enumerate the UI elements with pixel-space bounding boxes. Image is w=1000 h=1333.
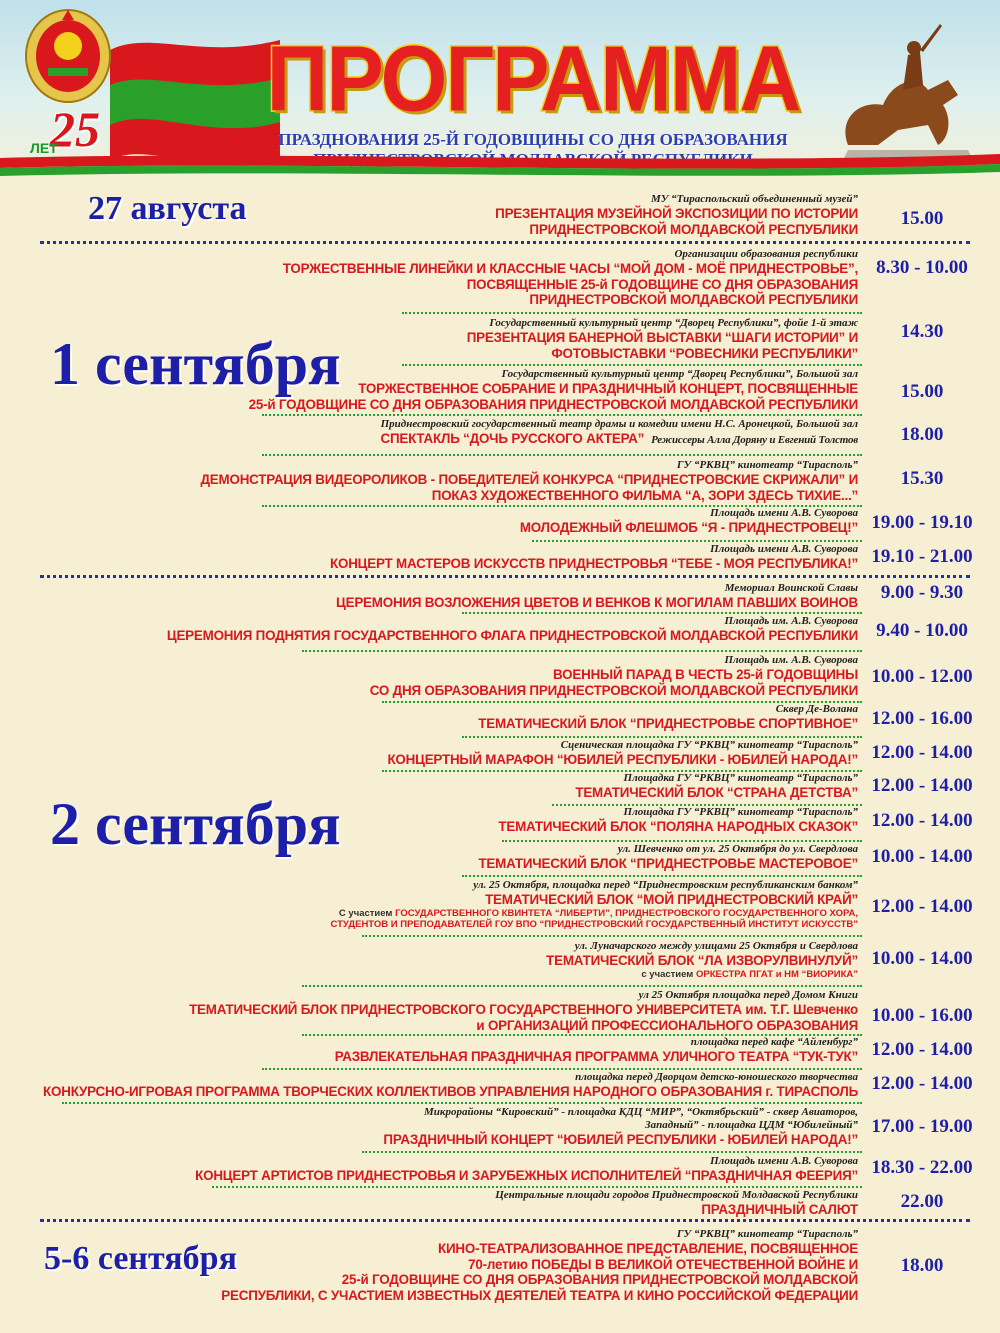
event-title: КОНЦЕРТНЫЙ МАРАФОН “ЮБИЛЕЙ РЕСПУБЛИКИ - ЮБИЛЕЙ НАРОДА!” — [387, 752, 858, 767]
event-title: ВОЕННЫЙ ПАРАД В ЧЕСТЬ 25-й ГОДОВЩИНЫ — [553, 667, 858, 682]
event-title: ПРИДНЕСТРОВСКОЙ МОЛДАВСКОЙ РЕСПУБЛИКИ — [529, 221, 858, 237]
subtitle-line: ПРАЗДНОВАНИЯ 25-Й ГОДОВЩИНЫ СО ДНЯ ОБРАЗОВАНИЯ — [278, 130, 788, 149]
event-title: ТЕМАТИЧЕСКИЙ БЛОК “СТРАНА ДЕТСТВА” — [575, 785, 858, 800]
event-separator — [402, 364, 862, 366]
header-banner — [0, 0, 1000, 178]
event-note — [546, 969, 858, 981]
event-time: 12.00 - 14.00 — [871, 896, 973, 917]
event-title-text: СПЕКТАКЛЬ “ДОЧЬ РУССКОГО АКТЕРА” — [380, 431, 645, 446]
event-title: РАЗВЛЕКАТЕЛЬНАЯ ПРАЗДНИЧНАЯ ПРОГРАММА УЛИЧНОГО ТЕАТРА “ТУК-ТУК” — [334, 1049, 858, 1064]
event-title: ТЕМАТИЧЕСКИЙ БЛОК “ПОЛЯНА НАРОДНЫХ СКАЗОК” — [498, 819, 858, 834]
day-separator — [40, 575, 970, 578]
event-title: КОНКУРСНО-ИГРОВАЯ ПРОГРАММА ТВОРЧЕСКИХ КОЛЛЕКТИВОВ УПРАВЛЕНИЯ НАРОДНОГО ОБРАЗОВАНИЯ г. ТИРАСПОЛЬ — [43, 1084, 858, 1099]
event-separator — [212, 1186, 862, 1188]
event-note — [330, 908, 858, 920]
event-venue: Центральные площади городов Приднестровской Молдавской Республики — [495, 1189, 858, 1201]
event-item — [336, 582, 858, 611]
event-venue: Сценическая площадка ГУ “РКВЦ” кинотеатр “Тирасполь” — [560, 739, 858, 751]
event-venue: Организации образования республики — [674, 248, 858, 260]
event-venue: ул. 25 Октября, площадка перед “Приднестровским республиканским банком” — [473, 879, 858, 891]
event-time: 19.00 - 19.10 — [871, 512, 973, 533]
event-time: 12.00 - 14.00 — [871, 810, 973, 831]
event-title: ТОРЖЕСТВЕННОЕ СОБРАНИЕ И ПРАЗДНИЧНЫЙ КОНЦЕРТ, ПОСВЯЩЕННЫЕ — [358, 381, 858, 396]
day-label-sep5-6: 5-6 сентября — [44, 1240, 237, 1277]
event-item — [380, 418, 858, 447]
event-item — [221, 1228, 858, 1303]
event-item — [195, 1155, 858, 1184]
event-title: ТЕМАТИЧЕСКИЙ БЛОК “ПРИДНЕСТРОВЬЕ СПОРТИВНОЕ” — [478, 716, 858, 731]
event-time: 12.00 - 14.00 — [871, 1073, 973, 1094]
event-item — [370, 654, 858, 698]
event-title: ТЕМАТИЧЕСКИЙ БЛОК “ПРИДНЕСТРОВЬЕ МАСТЕРОВОЕ” — [478, 856, 858, 871]
event-item — [383, 1106, 858, 1148]
event-venue: Площадка ГУ “РКВЦ” кинотеатр “Тирасполь” — [623, 772, 858, 784]
event-venue: Площадь им. А.В. Суворова — [724, 654, 858, 666]
event-separator — [262, 1068, 862, 1070]
event-item — [467, 317, 858, 361]
event-venue: Государственный культурный центр “Дворец Республики”, Большой зал — [501, 368, 858, 380]
event-title: 25-й ГОДОВЩИНЕ СО ДНЯ ОБРАЗОВАНИЯ ПРИДНЕСТРОВСКОЙ МОЛДАВСКОЙ РЕСПУБЛИКИ — [248, 396, 858, 412]
event-item — [330, 879, 858, 931]
event-time: 10.00 - 12.00 — [871, 666, 973, 687]
event-venue: ул. Шевченко от ул. 25 Октября до ул. Свердлова — [617, 843, 858, 855]
day-separator — [40, 241, 970, 244]
day-separator — [40, 1219, 970, 1222]
event-title: КОНЦЕРТ МАСТЕРОВ ИСКУССТВ ПРИДНЕСТРОВЬЯ “ТЕБЕ - МОЯ РЕСПУБЛИКА!” — [330, 556, 858, 571]
event-title: МОЛОДЕЖНЫЙ ФЛЕШМОБ “Я - ПРИДНЕСТРОВЕЦ!” — [519, 520, 858, 535]
event-item — [200, 459, 858, 503]
note-text: ГОСУДАРСТВЕННОГО КВИНТЕТА “ЛИБЕРТИ”, ПРИДНЕСТРОВСКОГО ГОСУДАРСТВЕННОГО ХОРА, — [395, 907, 858, 919]
event-venue: ул 25 Октября площадка перед Домом Книги — [638, 989, 858, 1001]
event-time: 18.30 - 22.00 — [871, 1157, 973, 1178]
event-title — [380, 431, 858, 447]
event-time: 10.00 - 14.00 — [871, 948, 973, 969]
event-title: ТОРЖЕСТВЕННЫЕ ЛИНЕЙКИ И КЛАССНЫЕ ЧАСЫ “МОЙ ДОМ - МОЁ ПРИДНЕСТРОВЬЕ”, — [282, 261, 858, 276]
event-time: 15.30 — [900, 468, 944, 489]
event-venue: Приднестровский государственный театр драмы и комедии имени Н.С. Аронецкой, Большой зал — [380, 418, 858, 430]
event-separator — [532, 540, 862, 542]
event-venue: ГУ “РКВЦ” кинотеатр “Тирасполь” — [676, 1228, 858, 1240]
event-separator — [362, 935, 862, 937]
event-time: 15.00 — [900, 381, 944, 402]
event-time: 9.40 - 10.00 — [876, 620, 968, 641]
event-title: ПОСВЯЩЕННЫЕ 25-й ГОДОВЩИНЕ СО ДНЯ ОБРАЗОВАНИЯ — [466, 276, 858, 292]
event-item — [575, 772, 858, 801]
event-title: КИНО-ТЕАТРАЛИЗОВАННОЕ ПРЕДСТАВЛЕНИЕ, ПОСВЯЩЕННОЕ — [438, 1241, 858, 1256]
event-title: ПРЕЗЕНТАЦИЯ БАНЕРНОЙ ВЫСТАВКИ “ШАГИ ИСТОРИИ” И — [466, 330, 858, 345]
event-title: ФОТОВЫСТАВКИ “РОВЕСНИКИ РЕСПУБЛИКИ” — [551, 345, 858, 361]
event-time: 12.00 - 14.00 — [871, 1039, 973, 1060]
event-item — [520, 507, 858, 536]
event-separator — [462, 875, 862, 877]
event-item — [189, 989, 858, 1033]
event-director: Режиссеры Алла Доряну и Евгений Толстов — [651, 434, 858, 446]
page-title: ПРОГРАММА — [266, 27, 800, 131]
event-separator — [502, 840, 862, 842]
event-separator — [462, 612, 862, 614]
anniversary-number: 25 — [50, 101, 100, 157]
event-venue: Мемориал Воинской Славы — [724, 582, 858, 594]
event-time: 17.00 - 19.00 — [871, 1116, 973, 1137]
event-separator — [302, 985, 862, 987]
event-venue: Площадь имени А.В. Суворова — [710, 543, 858, 555]
event-title: ТЕМАТИЧЕСКИЙ БЛОК “МОЙ ПРИДНЕСТРОВСКИЙ КРАЙ” — [485, 892, 858, 907]
event-time: 14.30 — [900, 321, 944, 342]
event-item — [387, 739, 858, 768]
flag-graphic — [110, 30, 280, 170]
event-venue: ул. Луначарского между улицами 25 Октября и Свердлова — [574, 940, 858, 952]
event-venue: ГУ “РКВЦ” кинотеатр “Тирасполь” — [676, 459, 858, 471]
event-venue: Микрорайоны “Кировский” - площадка КДЦ “МИР”, “Октябрьский” - сквер Авиаторов, — [424, 1106, 858, 1118]
event-item — [249, 368, 858, 412]
event-venue: Государственный культурный центр “Дворец Республики”, фойе 1-й этаж — [489, 317, 858, 329]
note-prefix: С участием — [338, 907, 396, 919]
event-time: 12.00 - 14.00 — [871, 742, 973, 763]
event-item — [283, 248, 858, 308]
event-time: 12.00 - 16.00 — [871, 708, 973, 729]
note-text: СТУДЕНТОВ И ПРЕПОДАВАТЕЛЕЙ ГОУ ВПО “ПРИДНЕСТРОВСКИЙ ГОСУДАРСТВЕННЫЙ ИНСТИТУТ ИСКУССТВ” — [330, 919, 858, 930]
event-separator — [362, 1151, 862, 1153]
event-item — [330, 543, 858, 572]
event-separator — [302, 650, 862, 652]
event-time: 15.00 — [900, 208, 944, 229]
event-title: ТЕМАТИЧЕСКИЙ БЛОК “ЛА ИЗВОРУЛВИНУЛУЙ” — [546, 953, 858, 968]
coat-of-arms-icon — [22, 6, 114, 106]
event-title: ПРИДНЕСТРОВСКОЙ МОЛДАВСКОЙ РЕСПУБЛИКИ — [529, 292, 858, 307]
event-title: ПОКАЗ ХУДОЖЕСТВЕННОГО ФИЛЬМА “А, ЗОРИ ЗДЕСЬ ТИХИЕ...” — [431, 487, 858, 503]
event-title: ДЕМОНСТРАЦИЯ ВИДЕОРОЛИКОВ - ПОБЕДИТЕЛЕЙ КОНКУРСА “ПРИДНЕСТРОВСКИЕ СКРИЖАЛИ” И — [200, 472, 858, 487]
event-venue: Площадь им. А.В. Суворова — [724, 615, 858, 627]
event-venue: МУ “Тираспольский объединенный музей” — [650, 193, 858, 205]
event-time: 8.30 - 10.00 — [876, 257, 968, 278]
event-separator — [402, 312, 862, 314]
event-venue: Сквер Де-Волана — [775, 703, 858, 715]
event-item — [167, 615, 858, 644]
event-item — [335, 1036, 858, 1065]
event-title: ПРАЗДНИЧНЫЙ КОНЦЕРТ “ЮБИЛЕЙ РЕСПУБЛИКИ - ЮБИЛЕЙ НАРОДА!” — [383, 1132, 858, 1147]
anniversary-label: ЛЕТ — [30, 140, 58, 156]
event-venue: площадка перед Дворцом детско-юношеского творчества — [575, 1071, 858, 1083]
event-venue: Площадь имени А.В. Суворова — [710, 507, 858, 519]
event-time: 10.00 - 14.00 — [871, 846, 973, 867]
event-separator — [62, 1102, 862, 1104]
event-title: СО ДНЯ ОБРАЗОВАНИЯ ПРИДНЕСТРОВСКОЙ МОЛДАВСКОЙ РЕСПУБЛИКИ — [369, 682, 858, 698]
event-title: ЦЕРЕМОНИЯ ПОДНЯТИЯ ГОСУДАРСТВЕННОГО ФЛАГА ПРИДНЕСТРОВСКОЙ МОЛДАВСКОЙ РЕСПУБЛИКИ — [166, 628, 858, 643]
event-item — [498, 806, 858, 835]
day-label-aug27: 27 августа — [88, 190, 247, 227]
event-item — [478, 843, 858, 872]
event-venue: Площадка ГУ “РКВЦ” кинотеатр “Тирасполь” — [623, 806, 858, 818]
day-label-sep1: 1 сентября — [50, 331, 341, 397]
event-item — [43, 1071, 858, 1100]
event-time: 22.00 — [900, 1191, 944, 1212]
event-time: 18.00 — [900, 424, 944, 445]
ribbon-stripes — [0, 150, 1000, 178]
event-separator — [262, 414, 862, 416]
event-title: 70-летию ПОБЕДЫ В ВЕЛИКОЙ ОТЕЧЕСТВЕННОЙ ВОЙНЕ И — [468, 1256, 858, 1272]
event-item — [546, 940, 858, 980]
event-separator — [462, 736, 862, 738]
event-item — [495, 1189, 858, 1218]
note-prefix: с участием — [641, 968, 696, 980]
event-time: 19.10 - 21.00 — [871, 546, 973, 567]
event-venue: площадка перед кафе “Айленбург” — [690, 1036, 858, 1048]
day-label-sep2: 2 сентября — [50, 791, 341, 857]
event-item — [495, 193, 858, 237]
note-text: ОРКЕСТРА ПГАТ и НМ “ВИОРИКА” — [695, 968, 858, 980]
event-separator — [262, 454, 862, 456]
event-title: ТЕМАТИЧЕСКИЙ БЛОК ПРИДНЕСТРОВСКОГО ГОСУДАРСТВЕННОГО УНИВЕРСИТЕТА им. Т.Г. Шевченко — [189, 1002, 858, 1017]
event-title: 25-й ГОДОВЩИНЕ СО ДНЯ ОБРАЗОВАНИЯ ПРИДНЕСТРОВСКОЙ МОЛДАВСКОЙ — [341, 1272, 858, 1287]
event-venue: Площадь имени А.В. Суворова — [710, 1155, 858, 1167]
event-time: 12.00 - 14.00 — [871, 775, 973, 796]
event-venue: Западный” - площадка ЦДМ “Юбилейный” — [645, 1119, 858, 1131]
event-title: РЕСПУБЛИКИ, С УЧАСТИЕМ ИЗВЕСТНЫХ ДЕЯТЕЛЕЙ ТЕАТРА И КИНО РОССИЙСКОЙ ФЕДЕРАЦИИ — [221, 1287, 858, 1303]
event-time: 18.00 — [900, 1255, 944, 1276]
event-title: ПРАЗДНИЧНЫЙ САЛЮТ — [701, 1202, 858, 1217]
event-title: и ОРГАНИЗАЦИЙ ПРОФЕССИОНАЛЬНОГО ОБРАЗОВАНИЯ — [476, 1017, 858, 1033]
event-time: 9.00 - 9.30 — [880, 582, 964, 603]
event-title: ПРЕЗЕНТАЦИЯ МУЗЕЙНОЙ ЭКСПОЗИЦИИ ПО ИСТОРИИ — [495, 206, 858, 221]
event-title: КОНЦЕРТ АРТИСТОВ ПРИДНЕСТРОВЬЯ И ЗАРУБЕЖНЫХ ИСПОЛНИТЕЛЕЙ “ПРАЗДНИЧНАЯ ФЕЕРИЯ” — [195, 1168, 858, 1183]
event-title: ЦЕРЕМОНИЯ ВОЗЛОЖЕНИЯ ЦВЕТОВ И ВЕНКОВ К МОГИЛАМ ПАВШИХ ВОИНОВ — [336, 595, 858, 610]
event-item — [478, 703, 858, 732]
event-time: 10.00 - 16.00 — [871, 1005, 973, 1026]
